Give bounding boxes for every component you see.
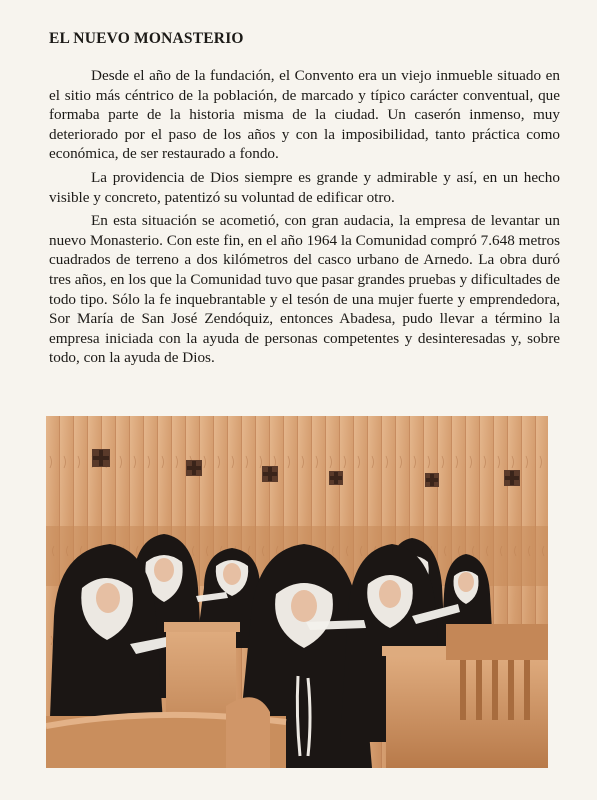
section-heading: EL NUEVO MONASTERIO	[49, 30, 244, 47]
photo-nuns-in-choir	[46, 416, 548, 768]
paragraph-2: La providencia de Dios siempre es grande y admirable y así, en un hecho visible y concreto, patentizó su voluntad de edificar otro.	[49, 168, 560, 206]
body-text	[49, 66, 560, 372]
paragraph-1: Desde el año de la fundación, el Convento era un viejo inmueble situado en el sitio más céntrico de la población, de marcado y típico carácter conventual, que formaba parte de la historia misma de la ciudad. Un caserón inmenso, muy deteriorado por el paso de los años y con la imposibilidad, tanto práctica como económica, de ser restaurado a fondo.	[49, 67, 560, 163]
paragraph-3: En esta situación se acometió, con gran audacia, la empresa de levantar un nuevo Monasterio. Con este fin, en el año 1964 la Comunidad compró 7.648 metros cuadrados de terreno a dos kilómetros del casco urbano de Arnedo. La obra duró tres años, en los que la Comunidad tuvo que pasar grandes pruebas y dificultades de todo tipo. Sólo la fe inquebrantable y el tesón de una mujer fuerte y emprendedora, Sor María de San José Zendóquiz, entonces Abadesa, pudo llevar a término la empresa iniciada con la ayuda de personas competentes y desinteresadas y, sobre todo, con la ayuda de Dios.	[49, 212, 560, 367]
